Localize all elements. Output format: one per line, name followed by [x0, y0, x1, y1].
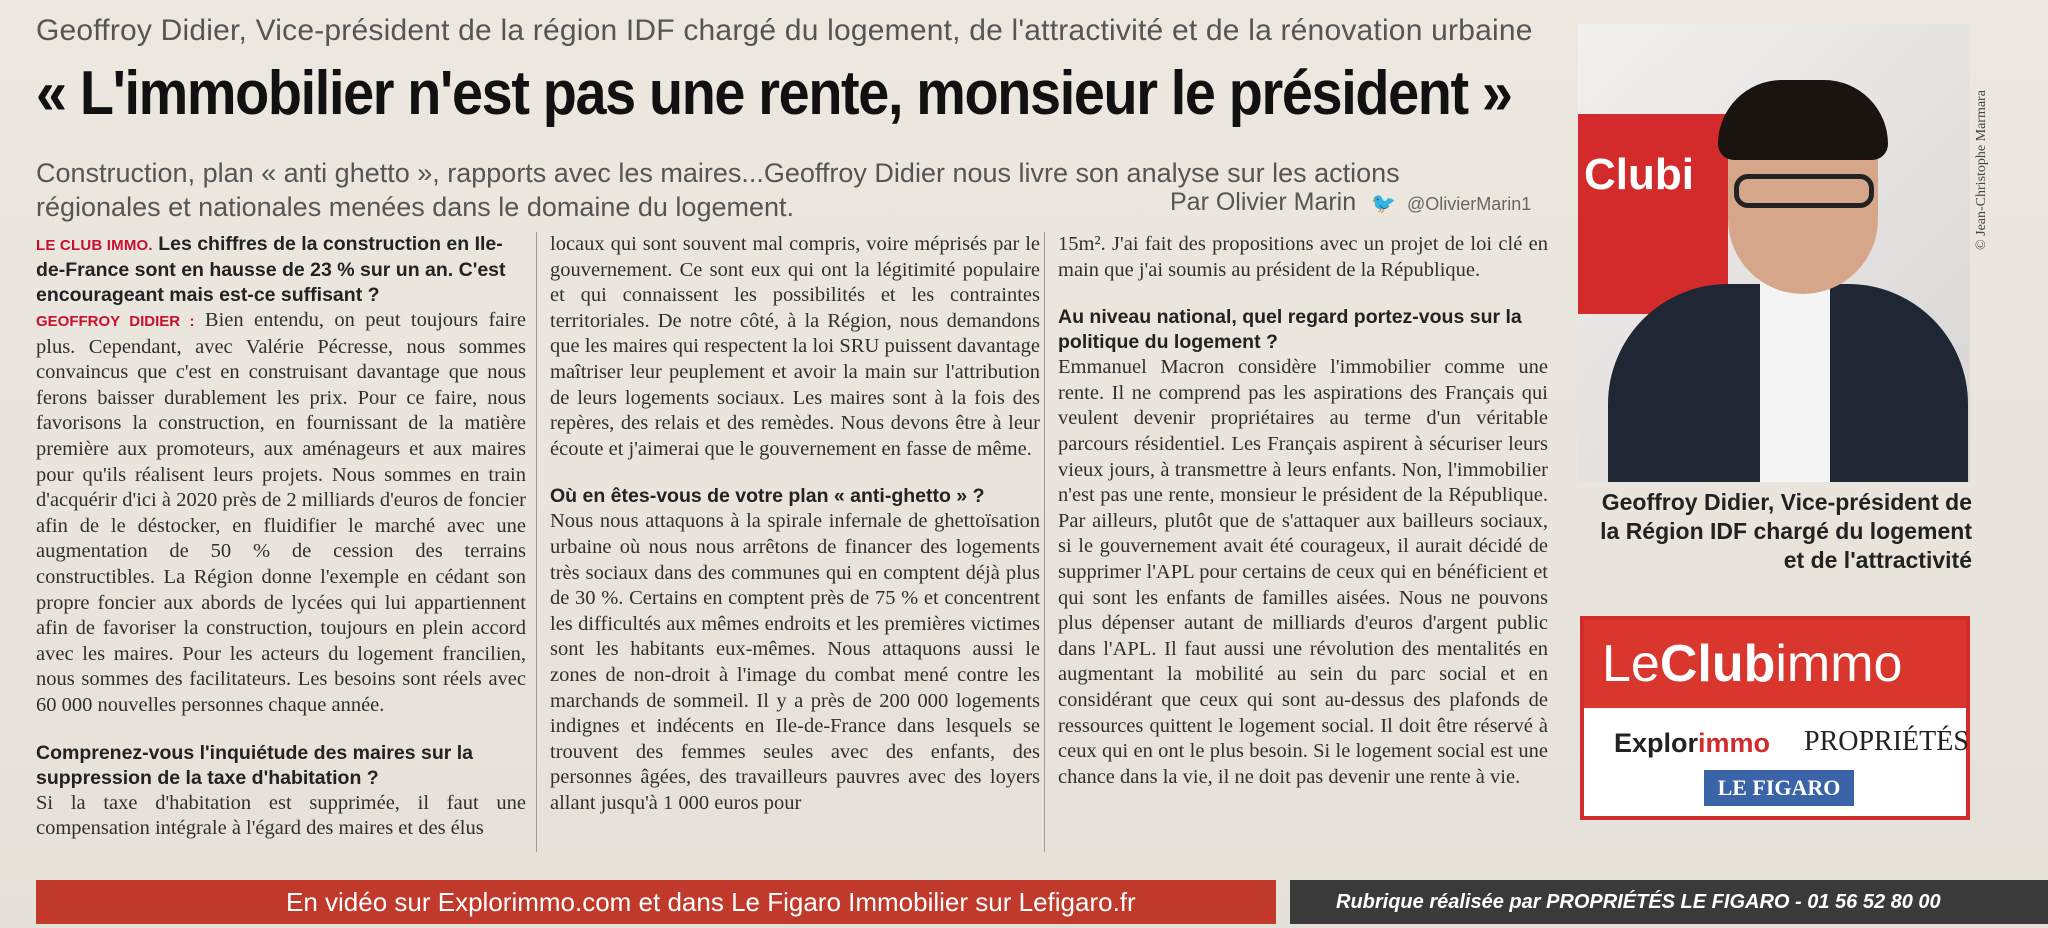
glasses-icon — [1734, 174, 1874, 208]
le-figaro-logo: LE FIGARO — [1704, 770, 1854, 806]
photo-credit: © Jean-Christophe Marmara — [1974, 90, 1989, 250]
answer-1-continued: locaux qui sont souvent mal compris, voire méprisés par le gouvernement. Ce sont eux qui ont la légitimité populaire et qui connaissent les possibilités et les contraintes territoriales. De notre côté, à la Région, nous demandons que les maires qui respectent la loi SRU puissent davantage maîtriser leur peuplement et avoir la main sur l'attribution de leurs logements sociaux. Les maires sont à la fois des repères, des relais et des remèdes. Nous devons être à leur écoute et j'aimerai que le gouvernement en fasse de même. — [550, 233, 1040, 460]
footer-video-banner: En vidéo sur Explorimmo.com et dans Le Figaro Immobilier sur Lefigaro.fr — [36, 880, 1276, 924]
answer-2: Si la taxe d'habitation est supprimée, il faut une compensation intégrale à l'égard des maires et des élus — [36, 791, 526, 840]
article-column-1 — [36, 232, 526, 842]
question-text: Les chiffres de la construction en Ile-de-France sont en hausse de 23 % sur un an. C'est encourageant mais est-ce suffisant ? — [36, 233, 506, 306]
twitter-handle: @OlivierMarin1 — [1406, 194, 1532, 214]
question-4: Au niveau national, quel regard portez-vous sur la politique du logement ? — [1058, 306, 1522, 354]
explorimmo-logo: Explorimmo — [1614, 728, 1771, 758]
article-column-2 — [550, 232, 1040, 816]
question-2: Comprenez-vous l'inquiétude des maires sur la suppression de la taxe d'habitation ? — [36, 741, 473, 789]
photo-backdrop — [1578, 114, 1728, 314]
answer-4: Emmanuel Macron considère l'immobilier comme une rente. Il ne comprend pas les aspirations des Français qui veulent devenir propriétaires au terme d'un véritable parcours résidentiel. Les Français aspirent à sécuriser leurs vieux jours, à transmettre à leurs enfants. Non, l'immobilier n'est pas une rente, monsieur le président de la République. Par ailleurs, plutôt que de s'attaquer aux bailleurs sociaux, si le gouvernement avait été courageux, il aurait décidé de supprimer l'APL pour certains de ceux qui en bénéficient et qui sont les enfants de familles aisées. Nous ne pouvons plus dépenser autant de milliards d'euros d'argent public dans l'APL. Il faut aussi une révolution des mentalités en augmentant la mobilité au sein du parc social et en considérant que ceux qui sont au-dessus des plafonds de ressources quittent le logement social. Il doit être réservé à ceux qui en ont le plus besoin. Si le logement social est une chance dans la vie, il ne doit pas devenir une rente à vie. — [1058, 356, 1548, 788]
photo-backdrop-text: Clubi — [1584, 150, 1694, 199]
portrait-photo — [1578, 24, 1970, 482]
photo-caption: Geoffroy Didier, Vice-président de la Région IDF chargé du logement et de l'attractivité — [1600, 489, 1972, 573]
twitter-bird-icon: 🐦 — [1371, 193, 1397, 215]
article-standfirst: Construction, plan « anti ghetto », rapports avec les maires...Geoffroy Didier nous livre son analyse sur les actions régionales et nationales menées dans le domaine du logement. — [36, 158, 1400, 222]
article-headline: « L'immobilier n'est pas une rente, monsieur le président » — [36, 59, 1512, 128]
proprietes-logo: PROPRIÉTÉS — [1804, 726, 1969, 757]
column-divider — [536, 232, 537, 852]
question-3: Où en êtes-vous de votre plan « anti-ghetto » ? — [550, 485, 985, 508]
footer-credit-banner: Rubrique réalisée par PROPRIÉTÉS LE FIGARO - 01 56 52 80 00 — [1290, 880, 2048, 924]
article-column-3 — [1058, 232, 1548, 790]
answer-text: Bien entendu, on peut toujours faire plus. Cependant, avec Valérie Pécresse, nous sommes convaincus que c'est en construisant davantage que nous ferons baisser durablement les prix. Pour ce faire, nous favorisons la construction, en fournissant de la matière première aux promoteurs, aux aménageurs et aux maires pour qu'ils réalisent leurs projets. Nous sommes en train d'acquérir d'ici à 2020 près de 2 milliards d'euros de foncier afin de le déstocker, en fluidifier le marché avec une augmentation de 50 % de cession des terrains constructibles. La Région donne l'exemple en cédant son propre foncier aux abords de lycées qui lui appartiennent afin de favoriser la construction, toujours en plein accord avec les maires. Pour les acteurs du logement francilien, nous sommes des facilitateurs. Les besoins sont réels avec 60 000 nouvelles personnes chaque année. — [36, 309, 527, 716]
question-1 — [36, 232, 526, 308]
article-byline — [1170, 188, 1531, 217]
answer-tag: GEOFFROY DIDIER : — [36, 313, 195, 330]
article-kicker: Geoffroy Didier, Vice-président de la région IDF chargé du logement, de l'attractivité et de la rénovation urbaine — [36, 14, 1533, 47]
column-divider — [1044, 232, 1045, 852]
answer-3: Nous nous attaquons à la spirale infernale de ghettoïsation urbaine où nous nous arrêtons de financer des logements très sociaux dans des communes qui en comptent déjà plus de 30 %. Certains en comptent près de 75 % et concentrent les difficultés aux mêmes endroits et les premières victimes sont les habitants eux-mêmes. Nous attaquons aussi le zones de non-droit à l'image du combat mené contre les marchands de sommeil. Il y a près de 200 000 logements indignes et indécents en Ile-de-France dans lesquels se trouvent des femmes seules avec des enfants, des personnes âgées, des travailleurs pauvres avec des loyers allant jusqu'à 1 000 euros pour — [550, 510, 1040, 814]
club-immo-wordmark: LeClubimmo — [1602, 635, 1903, 693]
question-tag: LE CLUB IMMO. — [36, 237, 153, 254]
answer-1 — [36, 308, 526, 719]
answer-3-continued: 15m². J'ai fait des propositions avec un projet de loi clé en main que j'ai soumis au président de la République. — [1058, 233, 1548, 281]
byline-author: Par Olivier Marin — [1170, 188, 1357, 216]
club-immo-logo — [1580, 616, 1970, 820]
